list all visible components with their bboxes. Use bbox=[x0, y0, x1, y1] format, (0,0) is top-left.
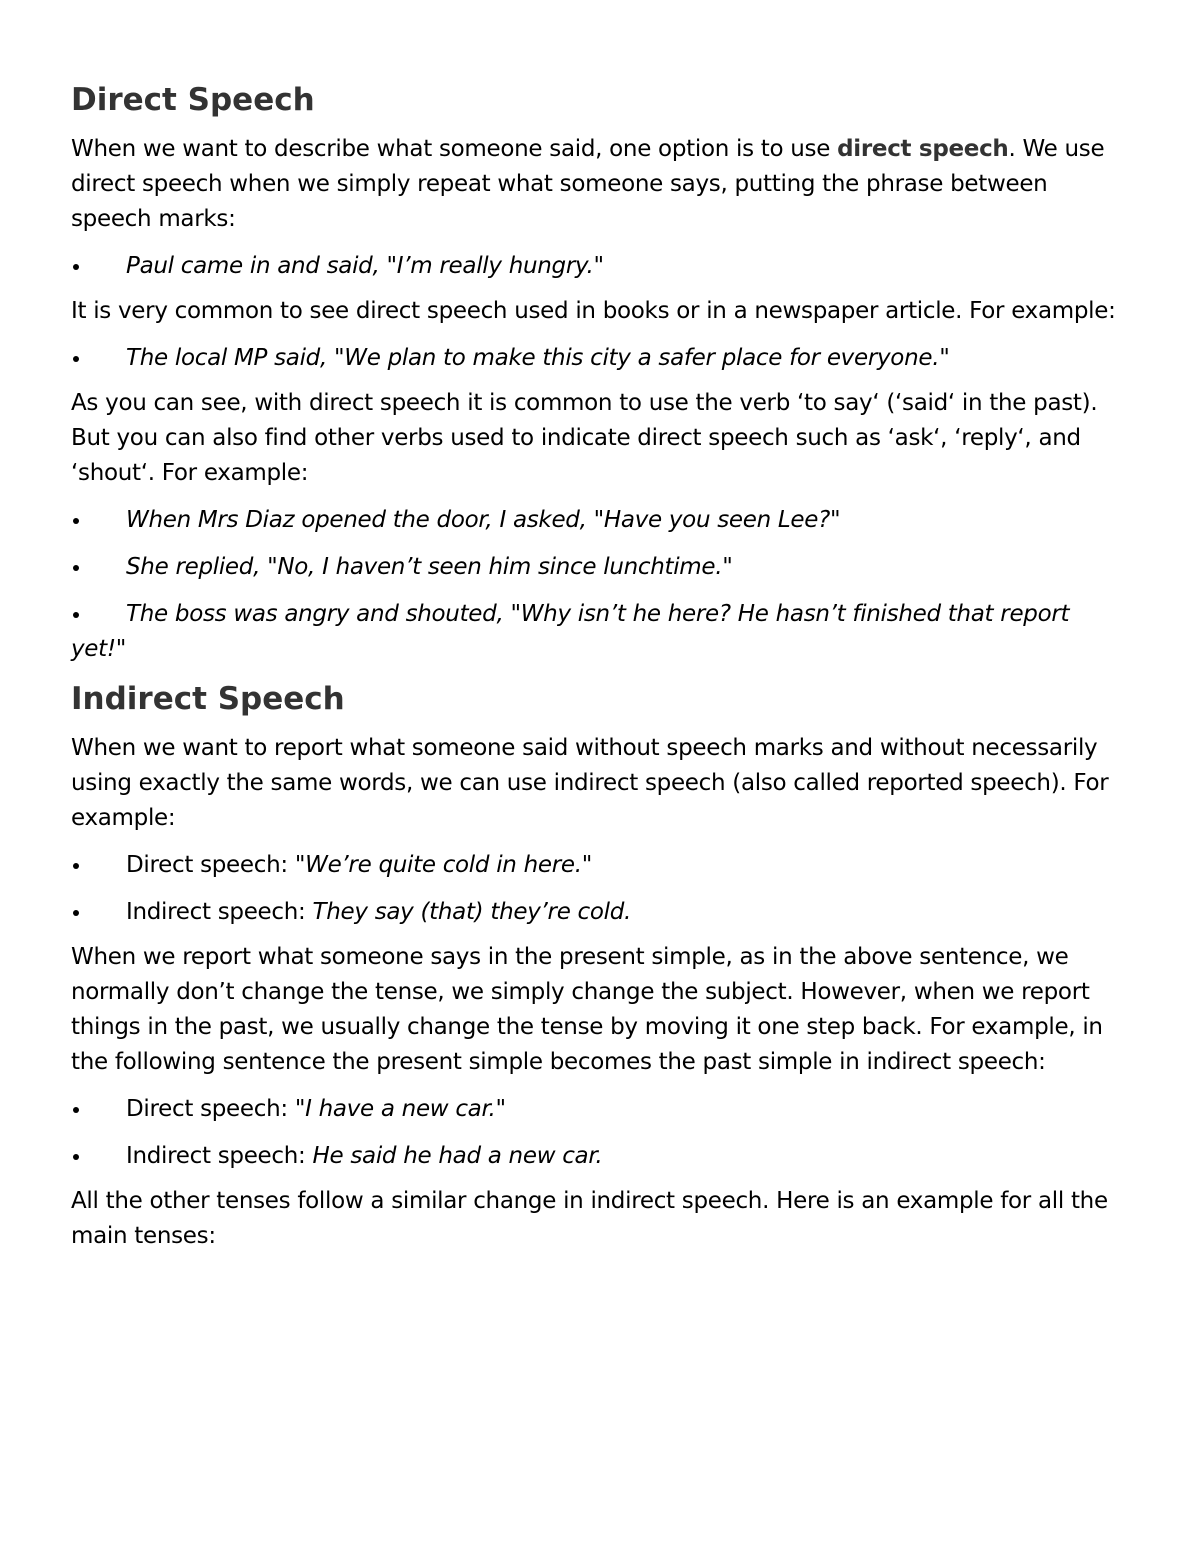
list-item bbox=[71, 249, 1120, 284]
bullet-icon bbox=[71, 503, 126, 538]
paragraph: When we want to report what someone said without speech marks and without necessarily using exactly the same words, we can use indirect speech (also called reported speech). For example: bbox=[71, 735, 1109, 831]
example-label: Indirect speech: bbox=[126, 1143, 313, 1169]
list-item bbox=[71, 848, 1120, 883]
section-heading-direct-speech: Direct Speech bbox=[71, 82, 315, 118]
section-heading-indirect-speech: Indirect Speech bbox=[71, 681, 345, 717]
list-item bbox=[71, 341, 1120, 376]
intro-text-start: When we want to describe what someone said, one option is to use bbox=[71, 136, 838, 162]
example-label: Direct speech: bbox=[126, 852, 295, 878]
list-item bbox=[71, 1092, 1120, 1127]
paragraph: It is very common to see direct speech used in books or in a newspaper article. For example: bbox=[71, 298, 1116, 324]
example-label: Direct speech: bbox=[126, 1096, 295, 1122]
list-item bbox=[71, 895, 1120, 930]
example-text: The boss was angry and shouted, "Why isn’t he here? He hasn’t finished that report yet!" bbox=[71, 601, 1070, 662]
intro-text-end: . We use direct speech when we simply repeat what someone says, putting the phrase between speech marks: bbox=[71, 136, 1105, 232]
bullet-icon bbox=[71, 848, 126, 883]
example-text: When Mrs Diaz opened the door, I asked, "Have you seen Lee?" bbox=[126, 507, 841, 533]
example-text: "We’re quite cold in here." bbox=[294, 852, 593, 878]
list-item bbox=[71, 1139, 1120, 1174]
bullet-icon bbox=[71, 1139, 126, 1174]
list-item bbox=[71, 503, 1120, 538]
bullet-icon bbox=[71, 597, 126, 632]
example-text: The local MP said, "We plan to make this city a safer place for everyone." bbox=[126, 345, 950, 371]
list-item bbox=[71, 597, 1120, 667]
intro-bold-term: direct speech bbox=[837, 136, 1009, 162]
list-item bbox=[71, 550, 1120, 585]
paragraph: When we report what someone says in the present simple, as in the above sentence, we normally don’t change the tense, we simply change the subject. However, when we report things in the past, we usually change the tense by moving it one step back. For example, in the following sentence the present simple becomes the past simple in indirect speech: bbox=[71, 944, 1103, 1075]
bullet-icon bbox=[71, 1092, 126, 1127]
bullet-icon bbox=[71, 550, 126, 585]
bullet-icon bbox=[71, 249, 126, 284]
intro-paragraph bbox=[71, 132, 1120, 237]
example-text: He said he had a new car. bbox=[312, 1143, 603, 1169]
bullet-icon bbox=[71, 341, 126, 376]
example-label: Indirect speech: bbox=[126, 899, 313, 925]
example-text: "I have a new car." bbox=[294, 1096, 506, 1122]
bullet-icon bbox=[71, 895, 126, 930]
example-text: They say (that) they’re cold. bbox=[312, 899, 632, 925]
paragraph: As you can see, with direct speech it is common to use the verb ‘to say‘ (‘said‘ in the past). But you can also find other verbs used to indicate direct speech such as ‘ask‘, ‘reply‘, and ‘shout‘. For example: bbox=[71, 390, 1098, 486]
paragraph: All the other tenses follow a similar change in indirect speech. Here is an example for all the main tenses: bbox=[71, 1188, 1108, 1249]
example-text: She replied, "No, I haven’t seen him since lunchtime." bbox=[126, 554, 733, 580]
example-text: Paul came in and said, "I’m really hungry." bbox=[126, 253, 604, 279]
